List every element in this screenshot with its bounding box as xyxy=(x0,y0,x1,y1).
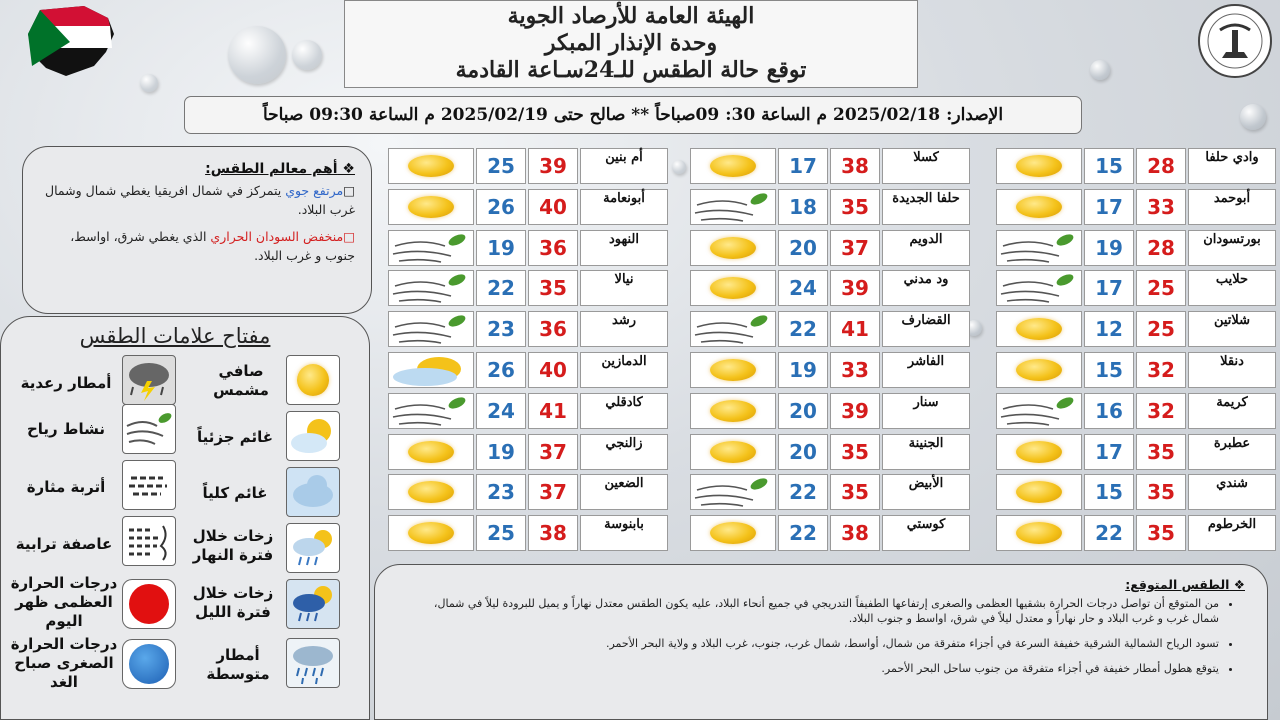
min-temp: 19 xyxy=(1084,230,1134,266)
forecast-title: توقع حالة الطقس للـ24سـاعة القادمة xyxy=(455,57,807,83)
min-temp: 26 xyxy=(476,352,526,388)
sunny-weather-icon xyxy=(690,148,776,184)
dust-icon xyxy=(122,460,176,510)
legend-label: نشاط رياح xyxy=(26,420,106,438)
sunny-weather-icon xyxy=(388,474,474,510)
city-name: ود مدني xyxy=(882,270,970,306)
max-temp: 35 xyxy=(830,189,880,225)
max-temp: 33 xyxy=(1136,189,1186,225)
forecast-title: ❖ الطقس المتوقع: xyxy=(1125,577,1245,592)
forecast-item: • من المتوقع أن تواصل درجات الحرارة بشقيها العظمى والصغرى إرتفاعها الطفيفاً التدريجي في جميع أنحاء البلاد، عليه يكون الطقس معتدل نهاراً و يميل للبرودة ليلاً في شمال، شمال غرب و غرب البلاد و حار نهاراً و معتدل ليلاً في شرق، اواسط و جنوب البلاد. xyxy=(405,596,1219,626)
sunny-weather-icon xyxy=(690,230,776,266)
partly-weather-icon xyxy=(388,352,474,388)
max-temp: 39 xyxy=(830,393,880,429)
min-temp: 15 xyxy=(1084,148,1134,184)
header-title-box xyxy=(344,0,918,88)
max-temp: 33 xyxy=(830,352,880,388)
legend-label: غائم كلياً xyxy=(202,484,268,502)
min-temp: 16 xyxy=(1084,393,1134,429)
wind-weather-icon xyxy=(996,270,1082,306)
valid-time: 09:30 صباحاً xyxy=(262,105,363,125)
min-temp: 17 xyxy=(1084,189,1134,225)
city-name: دنقلا xyxy=(1188,352,1276,388)
min-temp: 23 xyxy=(476,474,526,510)
min-temp: 17 xyxy=(1084,434,1134,470)
city-name: كريمة xyxy=(1188,393,1276,429)
thunderstorm-icon xyxy=(122,355,176,405)
wind-weather-icon xyxy=(690,474,776,510)
feature-item: □منخفض السودان الحراري الذي يغطي شرق، اواسط، جنوب و غرب البلاد. xyxy=(70,229,355,263)
legend-label: زخات خلال فترة النهار xyxy=(192,527,274,564)
forecast-item: • تسود الرياح الشمالية الشرقية خفيفة السرعة في أجزاء متفرقة من شمال، أواسط، شمال غرب، جنوب، غرب البلاد و ولاية البحر الأحمر. xyxy=(405,636,1219,651)
sunny-weather-icon xyxy=(996,474,1082,510)
min-temp: 20 xyxy=(778,393,828,429)
max-temp: 40 xyxy=(528,352,578,388)
features-title-text: أهم معالم الطقس: xyxy=(205,161,338,177)
sunny-weather-icon xyxy=(690,434,776,470)
legend-label: أمطار رعدية xyxy=(20,374,112,392)
min-temp: 22 xyxy=(778,474,828,510)
partly-cloudy-icon xyxy=(286,411,340,461)
min-temp: 26 xyxy=(476,189,526,225)
max-temp: 28 xyxy=(1136,148,1186,184)
sunny-weather-icon xyxy=(996,189,1082,225)
sunny-icon xyxy=(286,355,340,405)
forecast-item: • يتوقع هطول أمطار خفيفة في أجزاء متفرقة من جنوب ساحل البحر الأحمر. xyxy=(405,661,1219,676)
feature-text: يتمركز في شمال افريقيا يغطي شمال وشمال غرب البلاد. xyxy=(45,183,355,217)
sunny-weather-icon xyxy=(690,515,776,551)
min-temp: 15 xyxy=(1084,474,1134,510)
city-name: الضعين xyxy=(580,474,668,510)
min-temp: 12 xyxy=(1084,311,1134,347)
legend-label: درجات الحرارة العظمى ظهر اليوم xyxy=(10,574,118,630)
city-name: بابنوسة xyxy=(580,515,668,551)
water-drop xyxy=(1090,60,1110,80)
min-temp: 25 xyxy=(476,515,526,551)
max-temp: 35 xyxy=(1136,434,1186,470)
sunny-weather-icon xyxy=(690,393,776,429)
city-name: أبونعامة xyxy=(580,189,668,225)
water-drop xyxy=(672,160,686,174)
night-showers-icon xyxy=(286,579,340,629)
max-temp: 38 xyxy=(830,515,880,551)
wind-weather-icon xyxy=(388,393,474,429)
city-name: القضارف xyxy=(882,311,970,347)
sunny-weather-icon xyxy=(690,270,776,306)
sunny-weather-icon xyxy=(996,434,1082,470)
max-temp: 41 xyxy=(830,311,880,347)
min-temp: 19 xyxy=(476,230,526,266)
min-temp: 22 xyxy=(1084,515,1134,551)
city-name: النهود xyxy=(580,230,668,266)
valid-until-label: ** صالح حتى xyxy=(553,105,650,125)
sunny-weather-icon xyxy=(388,148,474,184)
min-temp: 20 xyxy=(778,434,828,470)
water-drop xyxy=(228,26,286,84)
wind-weather-icon xyxy=(690,189,776,225)
city-name: شندي xyxy=(1188,474,1276,510)
moderate-rain-icon xyxy=(286,638,340,688)
min-temp: 22 xyxy=(778,515,828,551)
feature-highlight: مرتفع جوي xyxy=(285,183,344,198)
sunny-weather-icon xyxy=(388,515,474,551)
issue-bar xyxy=(184,96,1082,134)
max-temp: 37 xyxy=(830,230,880,266)
max-temp: 25 xyxy=(1136,311,1186,347)
legend-title: مفتاح علامات الطقس xyxy=(79,324,271,348)
legend-label: أتربة مثارة xyxy=(26,478,106,496)
city-name: كوستي xyxy=(882,515,970,551)
sunny-weather-icon xyxy=(388,189,474,225)
min-temp: 22 xyxy=(778,311,828,347)
city-name: الفاشر xyxy=(882,352,970,388)
city-name: وادي حلفا xyxy=(1188,148,1276,184)
city-name: حلايب xyxy=(1188,270,1276,306)
wind-weather-icon xyxy=(996,393,1082,429)
max-temp: 39 xyxy=(830,270,880,306)
sma-logo-icon xyxy=(1196,2,1274,80)
legend-label: عاصفة ترابية xyxy=(15,535,113,553)
city-name: حلفا الجديدة xyxy=(882,189,970,225)
forecast-title-text: الطقس المتوقع: xyxy=(1125,577,1230,592)
max-temp: 35 xyxy=(830,434,880,470)
city-name: الأبيض xyxy=(882,474,970,510)
min-temp: 24 xyxy=(476,393,526,429)
wind-activity-icon xyxy=(122,404,176,454)
sunny-weather-icon xyxy=(388,434,474,470)
max-temp: 35 xyxy=(1136,515,1186,551)
max-temp: 35 xyxy=(830,474,880,510)
min-temp-icon xyxy=(122,639,176,689)
sudan-flag-icon xyxy=(26,4,116,78)
min-temp: 18 xyxy=(778,189,828,225)
water-drop xyxy=(292,40,322,70)
city-name: أم بنين xyxy=(580,148,668,184)
city-name: الخرطوم xyxy=(1188,515,1276,551)
issue-date: 2025/02/18 xyxy=(833,105,941,125)
max-temp: 28 xyxy=(1136,230,1186,266)
max-temp: 35 xyxy=(528,270,578,306)
wind-weather-icon xyxy=(388,311,474,347)
min-temp: 17 xyxy=(1084,270,1134,306)
max-temp: 32 xyxy=(1136,352,1186,388)
max-temp-icon xyxy=(122,579,176,629)
cloudy-icon xyxy=(286,467,340,517)
max-temp: 25 xyxy=(1136,270,1186,306)
min-temp: 15 xyxy=(1084,352,1134,388)
max-temp: 39 xyxy=(528,148,578,184)
feature-text: الذي يغطي شرق، اواسط، جنوب و غرب البلاد. xyxy=(70,229,355,263)
city-name: عطبرة xyxy=(1188,434,1276,470)
city-name: بورتسودان xyxy=(1188,230,1276,266)
min-temp: 24 xyxy=(778,270,828,306)
valid-at-label: م الساعة xyxy=(368,105,435,125)
features-title: ❖ أهم معالم الطقس: xyxy=(205,161,355,177)
legend-label: درجات الحرارة الصغرى صباح الغد xyxy=(10,635,118,691)
issue-label: الإصدار: xyxy=(946,105,1004,125)
city-name: رشد xyxy=(580,311,668,347)
legend-label: زخات خلال فترة الليل xyxy=(192,584,274,621)
wind-weather-icon xyxy=(690,311,776,347)
city-name: سنار xyxy=(882,393,970,429)
valid-date: 2025/02/19 xyxy=(440,105,548,125)
legend-label: أمطار متوسطة xyxy=(206,646,270,683)
min-temp: 23 xyxy=(476,311,526,347)
issue-at-label: م الساعة 30: xyxy=(725,105,828,125)
max-temp: 37 xyxy=(528,474,578,510)
feature-item: □مرتفع جوي يتمركز في شمال افريقيا يغطي شمال وشمال غرب البلاد. xyxy=(45,183,355,217)
city-name: كادقلي xyxy=(580,393,668,429)
sunny-weather-icon xyxy=(996,352,1082,388)
max-temp: 36 xyxy=(528,311,578,347)
city-name: زالنجي xyxy=(580,434,668,470)
wind-weather-icon xyxy=(388,270,474,306)
max-temp: 32 xyxy=(1136,393,1186,429)
legend-label: صافي مشمس xyxy=(213,362,269,399)
max-temp: 40 xyxy=(528,189,578,225)
max-temp: 41 xyxy=(528,393,578,429)
org-title: الهيئة العامة للأرصاد الجوية xyxy=(507,3,755,29)
legend-label: غائم جزئياً xyxy=(196,428,274,446)
max-temp: 37 xyxy=(528,434,578,470)
min-temp: 20 xyxy=(778,230,828,266)
sunny-weather-icon xyxy=(996,311,1082,347)
min-temp: 17 xyxy=(778,148,828,184)
city-name: شلاتين xyxy=(1188,311,1276,347)
sunny-weather-icon xyxy=(996,148,1082,184)
unit-title: وحدة الإنذار المبكر xyxy=(544,30,718,56)
min-temp: 19 xyxy=(778,352,828,388)
issue-time: 09صباحاً xyxy=(655,105,720,125)
expected-weather-panel xyxy=(374,564,1268,720)
sunny-weather-icon xyxy=(690,352,776,388)
water-drop xyxy=(1240,104,1266,130)
max-temp: 36 xyxy=(528,230,578,266)
min-temp: 25 xyxy=(476,148,526,184)
feature-highlight: منخفض السودان الحراري xyxy=(210,229,344,244)
city-name: الدمازين xyxy=(580,352,668,388)
city-name: أبوحمد xyxy=(1188,189,1276,225)
sunny-weather-icon xyxy=(996,515,1082,551)
city-name: الدويم xyxy=(882,230,970,266)
day-showers-icon xyxy=(286,523,340,573)
wind-weather-icon xyxy=(388,230,474,266)
wind-weather-icon xyxy=(996,230,1082,266)
weather-features-panel xyxy=(22,146,372,314)
min-temp: 22 xyxy=(476,270,526,306)
city-name: كسلا xyxy=(882,148,970,184)
water-drop xyxy=(140,74,158,92)
dust-storm-icon xyxy=(122,516,176,566)
min-temp: 19 xyxy=(476,434,526,470)
city-name: نيالا xyxy=(580,270,668,306)
max-temp: 38 xyxy=(528,515,578,551)
city-name: الجنينة xyxy=(882,434,970,470)
max-temp: 38 xyxy=(830,148,880,184)
max-temp: 35 xyxy=(1136,474,1186,510)
